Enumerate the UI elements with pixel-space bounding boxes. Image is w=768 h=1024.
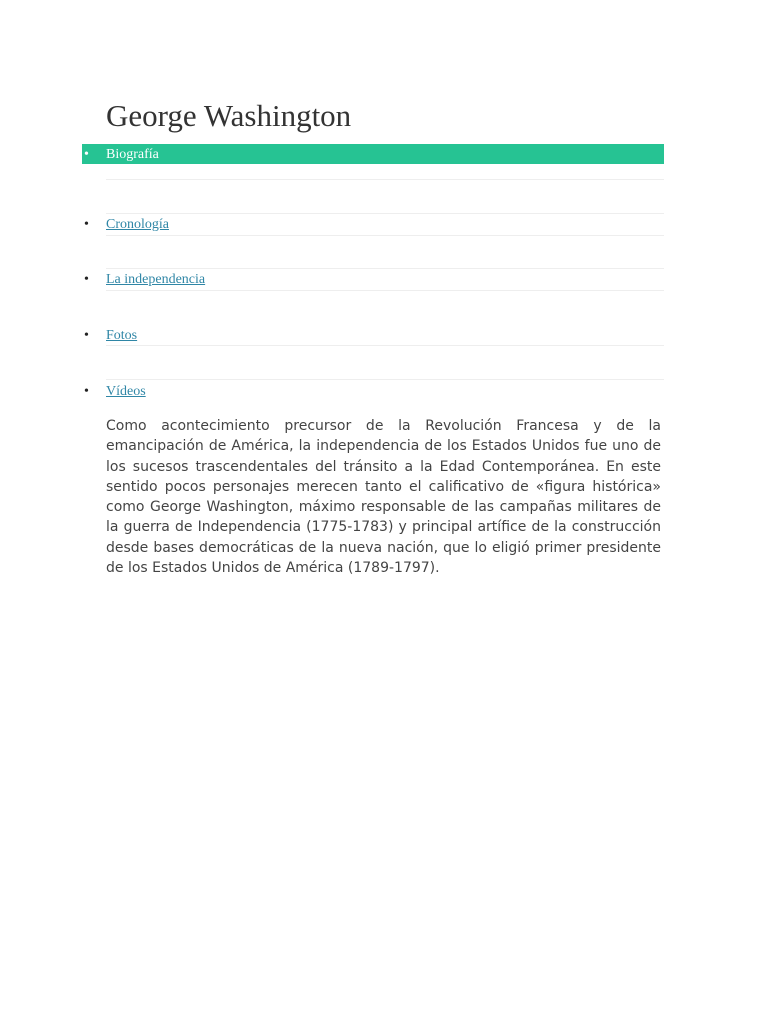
divider — [106, 235, 664, 236]
divider — [106, 345, 664, 346]
divider — [106, 179, 664, 180]
nav-item-cronologia[interactable] — [0, 215, 768, 235]
nav-link-cronologia[interactable]: Cronología — [106, 217, 169, 232]
nav-link-la-independencia[interactable]: La independencia — [106, 272, 206, 287]
nav-item-videos[interactable] — [0, 382, 768, 402]
divider — [106, 213, 664, 214]
nav-link-videos[interactable]: Vídeos — [106, 384, 146, 399]
nav-link-biografia[interactable]: Biografía — [106, 147, 159, 162]
divider — [106, 290, 664, 291]
bullet-icon: • — [84, 384, 89, 399]
bullet-icon: • — [84, 328, 89, 343]
page-title: George Washington — [106, 98, 352, 133]
divider — [106, 379, 664, 380]
nav-item-la-independencia[interactable] — [0, 270, 768, 290]
nav-link-fotos[interactable]: Fotos — [106, 328, 138, 343]
bullet-icon: • — [84, 217, 89, 232]
nav-item-fotos[interactable] — [0, 326, 768, 346]
article-paragraph: Como acontecimiento precursor de la Revolución Francesa y de la emancipación de América, la independencia de los Estados Unidos fue uno de los sucesos trascendentales del tránsito a la Edad Contemporánea. En este sentido pocos personajes merecen tanto el calificativo de «figura histórica» como George Washington, máximo responsable de las campañas militares de la guerra de Independencia (1775-1783) y principal artífice de la construcción desde bases democráticas de la nueva nación, que lo eligió primer presidente de los Estados Unidos de América (1789-1797). — [106, 418, 661, 577]
bullet-icon: • — [84, 147, 89, 162]
nav-item-biografia[interactable] — [0, 145, 768, 165]
bullet-icon: • — [84, 272, 89, 287]
divider — [106, 268, 664, 269]
